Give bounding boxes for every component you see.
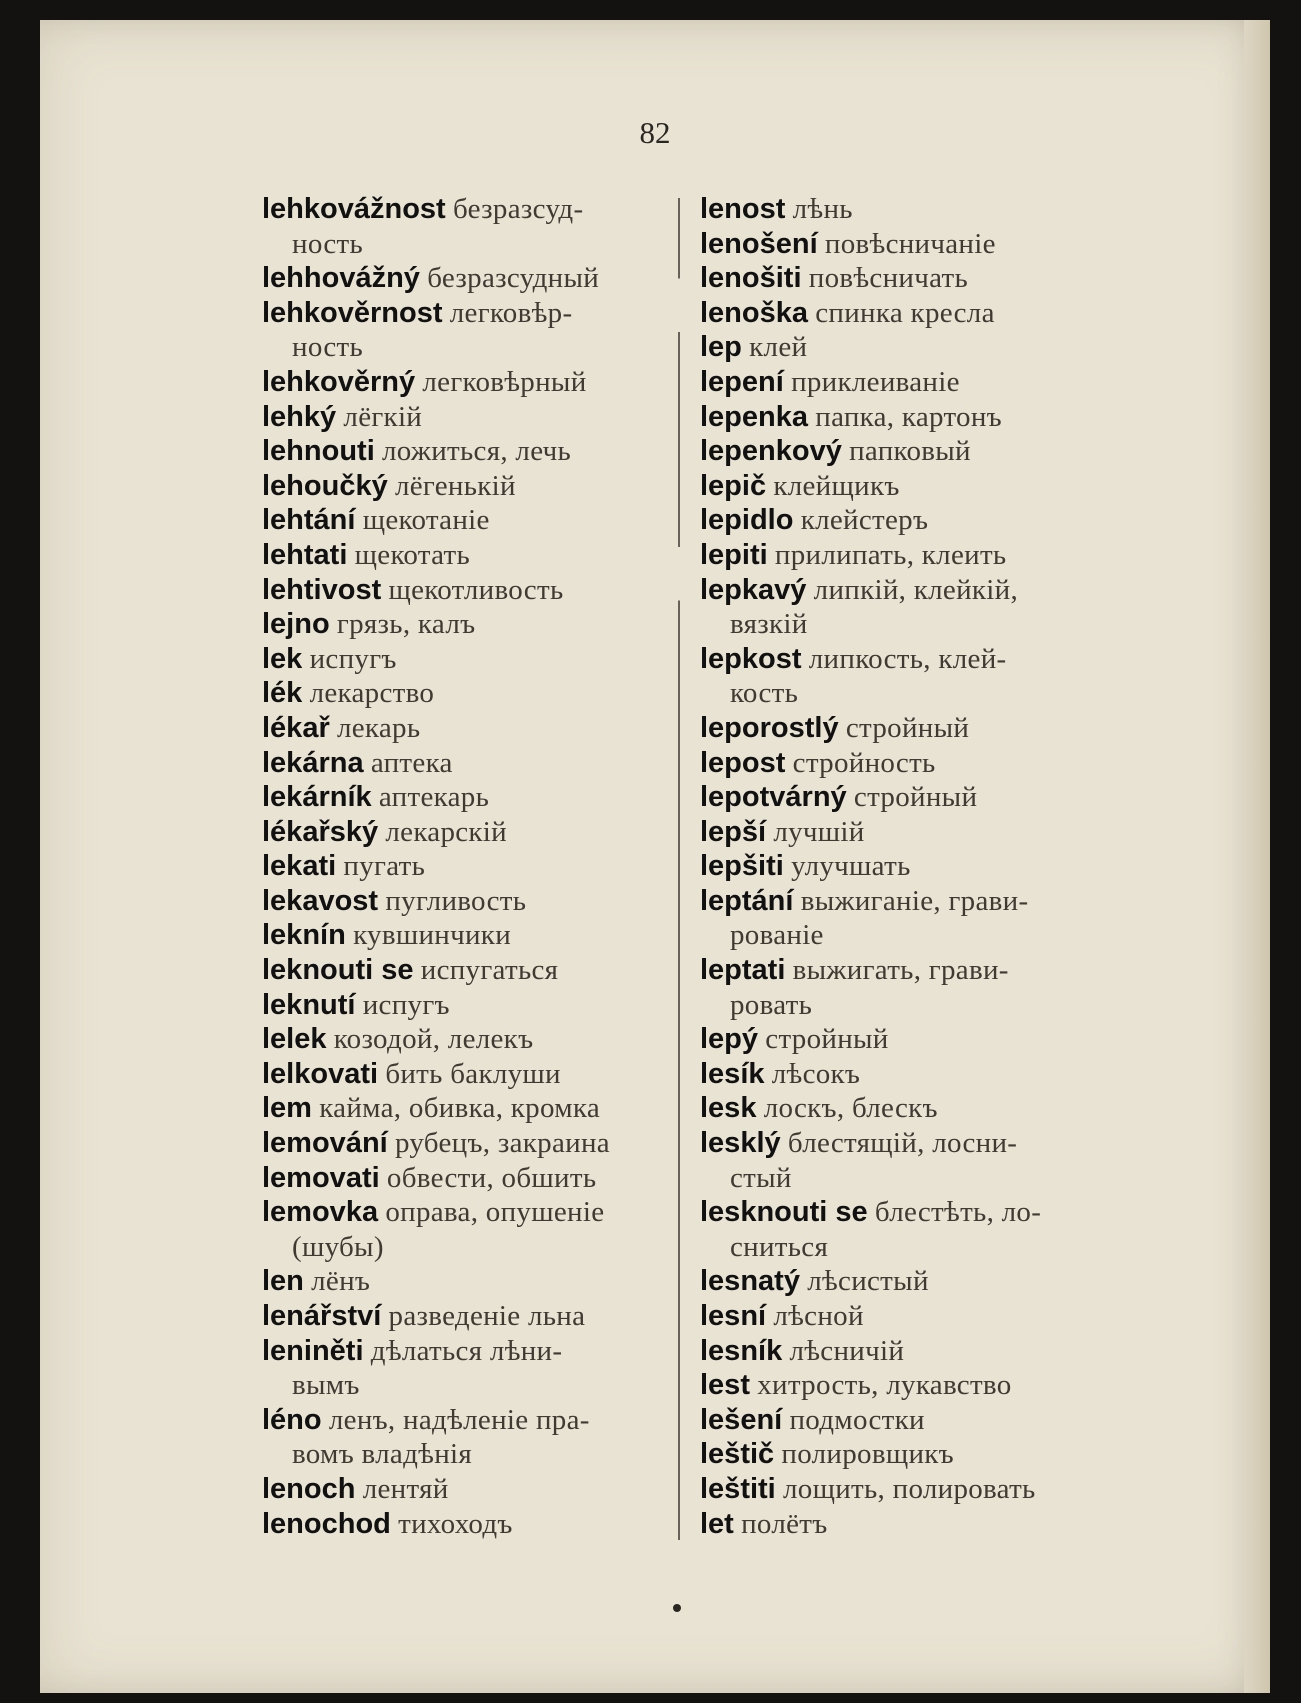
headword: lemování xyxy=(262,1127,388,1160)
translation: лѣсной xyxy=(773,1300,864,1332)
translation-continuation: ность xyxy=(292,331,364,364)
translation: дѣлаться лѣни- xyxy=(370,1334,563,1367)
dictionary-entry xyxy=(262,746,702,781)
dictionary-entry xyxy=(700,1472,1160,1507)
translation: папковый xyxy=(849,435,971,468)
headword: lenoch xyxy=(262,1472,356,1505)
dictionary-entry xyxy=(700,227,1160,262)
dictionary-entry xyxy=(262,1022,702,1057)
dictionary-entry xyxy=(700,746,1160,781)
dictionary-entry xyxy=(700,1334,1160,1369)
translation: безразсуд- xyxy=(452,193,584,225)
translation: папка, картонъ xyxy=(815,400,1002,433)
headword: leštiti xyxy=(700,1472,776,1505)
dictionary-entry xyxy=(262,400,702,435)
dictionary-entry xyxy=(262,1126,702,1161)
dictionary-entry xyxy=(262,1299,702,1334)
headword: lesník xyxy=(700,1334,783,1367)
headword: lelek xyxy=(262,1023,327,1056)
translation: спинка кресла xyxy=(815,296,995,329)
headword: lék xyxy=(262,677,303,710)
dictionary-entry xyxy=(262,815,702,850)
translation: легковѣр- xyxy=(449,296,573,329)
dictionary-entry xyxy=(700,780,1160,815)
headword: lepšiti xyxy=(700,850,784,883)
dictionary-entry xyxy=(700,192,1160,227)
headword: leknutí xyxy=(262,988,356,1021)
headword: lepkost xyxy=(700,642,802,675)
dictionary-entry xyxy=(700,1022,1160,1057)
translation: стройный xyxy=(853,781,978,814)
translation-continuation: стый xyxy=(730,1161,792,1194)
dictionary-entry xyxy=(700,711,1160,746)
dictionary-entry xyxy=(700,469,1160,504)
dictionary-entry xyxy=(262,538,702,573)
translation-continuation: вомъ владѣнія xyxy=(292,1438,473,1471)
headword: lehtání xyxy=(262,504,356,537)
headword: lékařský xyxy=(262,815,379,848)
headword: lehnouti xyxy=(262,435,375,468)
dictionary-entry xyxy=(700,503,1160,538)
translation: повѣсничать xyxy=(808,262,969,295)
dictionary-entry xyxy=(700,815,1160,850)
translation: обвести, обшить xyxy=(386,1161,597,1194)
dictionary-entry xyxy=(700,1195,1160,1264)
translation: испугъ xyxy=(362,988,450,1021)
headword: lenářství xyxy=(262,1300,382,1332)
dictionary-entry xyxy=(700,1091,1160,1126)
headword: léno xyxy=(262,1403,322,1436)
translation: ленъ, надѣленіе пра- xyxy=(328,1403,590,1436)
right-column xyxy=(700,192,1160,1541)
dictionary-entry xyxy=(262,1091,702,1126)
headword: lelkovati xyxy=(262,1057,379,1090)
translation: выжигать, грави- xyxy=(792,954,1009,987)
column-divider xyxy=(678,198,680,1540)
headword: lenošiti xyxy=(700,262,802,295)
headword: lepení xyxy=(700,365,784,398)
headword: lemovati xyxy=(262,1161,380,1194)
dictionary-entry xyxy=(262,261,702,296)
dictionary-entry xyxy=(700,1126,1160,1195)
dictionary-entry xyxy=(700,953,1160,1022)
headword: lehtivost xyxy=(262,573,382,606)
translation: лѣсистый xyxy=(807,1265,929,1298)
translation-continuation: (шубы) xyxy=(292,1230,384,1263)
dictionary-entry xyxy=(700,642,1160,711)
translation: повѣсничаніе xyxy=(824,227,996,260)
translation: грязь, калъ xyxy=(336,608,476,641)
headword: lepiti xyxy=(700,538,768,571)
dictionary-entry xyxy=(262,296,702,365)
translation: лѣсничій xyxy=(789,1334,905,1367)
translation: пугливость xyxy=(385,884,527,917)
dictionary-entry xyxy=(700,1299,1160,1334)
headword: lejno xyxy=(262,608,330,641)
dictionary-page xyxy=(40,20,1270,1693)
dictionary-entry xyxy=(262,1507,702,1542)
dictionary-entry xyxy=(262,1161,702,1196)
headword: lehkovážnost xyxy=(262,193,446,225)
translation-continuation: сниться xyxy=(730,1230,829,1263)
translation: лентяй xyxy=(362,1472,449,1505)
dictionary-entry xyxy=(262,849,702,884)
headword: lepič xyxy=(700,469,767,502)
headword: leptání xyxy=(700,884,794,917)
dictionary-entry xyxy=(700,849,1160,884)
headword: lehtati xyxy=(262,538,348,571)
translation: щекотаніе xyxy=(362,504,490,537)
dictionary-entry xyxy=(700,434,1160,469)
translation: хитрость, лукавство xyxy=(757,1369,1012,1402)
headword: lemovka xyxy=(262,1196,379,1229)
translation: лёгенькій xyxy=(394,469,516,502)
dictionary-entry xyxy=(700,538,1160,573)
headword: lehoučký xyxy=(262,469,388,502)
translation-continuation: ровать xyxy=(730,988,813,1021)
translation: аптекарь xyxy=(378,781,490,814)
headword: lesk xyxy=(700,1092,757,1125)
headword: lešení xyxy=(700,1403,783,1436)
translation: лекарство xyxy=(309,677,435,710)
translation: лощить, полировать xyxy=(783,1472,1036,1505)
page-edge-shadow xyxy=(1244,20,1270,1693)
translation: безразсудный xyxy=(427,262,600,295)
translation-continuation: кость xyxy=(730,677,799,710)
translation: стройный xyxy=(765,1023,889,1056)
headword: lepost xyxy=(700,746,786,779)
headword: leptati xyxy=(700,954,786,987)
headword: lepý xyxy=(700,1023,759,1056)
dictionary-entry xyxy=(262,780,702,815)
headword: leniněti xyxy=(262,1334,364,1367)
translation: приклеиваніе xyxy=(791,365,960,398)
page-number: 82 xyxy=(639,115,671,150)
translation: клей xyxy=(749,331,808,364)
translation-continuation: рованіе xyxy=(730,919,824,952)
headword: lest xyxy=(700,1369,750,1402)
translation: испугаться xyxy=(420,954,559,987)
translation: блестѣть, ло- xyxy=(874,1196,1042,1229)
translation: пугать xyxy=(343,850,426,883)
dictionary-entry xyxy=(700,1368,1160,1403)
translation: полировщикъ xyxy=(781,1438,954,1471)
headword: lepenkový xyxy=(700,435,842,468)
headword: lenochod xyxy=(262,1507,391,1540)
dictionary-entry xyxy=(262,573,702,608)
headword: leknín xyxy=(262,919,346,952)
translation: щекотливость xyxy=(388,573,564,606)
headword: lek xyxy=(262,642,303,675)
dictionary-entry xyxy=(262,953,702,988)
headword: lekárna xyxy=(262,746,364,779)
headword: leporostlý xyxy=(700,711,839,744)
translation: блестящій, лосни- xyxy=(787,1127,1018,1160)
translation: оправа, опушеніе xyxy=(385,1196,605,1229)
translation: липкость, клей- xyxy=(808,642,1007,675)
translation: лучшій xyxy=(773,815,865,848)
translation: подмостки xyxy=(789,1403,925,1436)
headword: lehhovážný xyxy=(262,262,420,295)
translation: лекарскій xyxy=(385,815,507,848)
translation: аптека xyxy=(370,746,453,779)
ink-mark xyxy=(673,1604,681,1612)
translation: липкій, клейкій, xyxy=(813,573,1019,606)
translation: кайма, обивка, кромка xyxy=(319,1092,601,1125)
headword: let xyxy=(700,1507,734,1540)
translation: клейстеръ xyxy=(800,504,929,537)
dictionary-entry xyxy=(700,1264,1160,1299)
dictionary-entry xyxy=(700,400,1160,435)
headword: lenost xyxy=(700,193,786,225)
dictionary-entry xyxy=(262,918,702,953)
headword: lekárník xyxy=(262,781,372,814)
headword: lem xyxy=(262,1092,312,1125)
headword: lesík xyxy=(700,1057,765,1090)
headword: lekavost xyxy=(262,884,379,917)
dictionary-entry xyxy=(700,1403,1160,1438)
headword: lesklý xyxy=(700,1127,781,1160)
translation: бить баклуши xyxy=(385,1057,561,1090)
translation: клейщикъ xyxy=(773,469,900,502)
dictionary-entry xyxy=(262,1472,702,1507)
headword: lenoška xyxy=(700,296,808,329)
dictionary-entry xyxy=(262,503,702,538)
headword: lepidlo xyxy=(700,504,794,537)
translation: выжиганіе, грави- xyxy=(800,884,1029,917)
translation: стройный xyxy=(845,711,970,744)
dictionary-entry xyxy=(262,1334,702,1403)
translation: разведеніе льна xyxy=(388,1300,586,1332)
translation: испугъ xyxy=(309,642,397,675)
translation-continuation: вымъ xyxy=(292,1369,360,1402)
headword: lekati xyxy=(262,850,337,883)
translation: лѣсокъ xyxy=(771,1057,861,1090)
translation: лѣнь xyxy=(792,193,853,225)
headword: leknouti se xyxy=(262,954,414,987)
headword: len xyxy=(262,1265,304,1298)
dictionary-entry xyxy=(262,884,702,919)
dictionary-entry xyxy=(262,642,702,677)
left-column xyxy=(262,192,702,1541)
dictionary-entry xyxy=(700,884,1160,953)
translation-continuation: ность xyxy=(292,227,364,260)
dictionary-entry xyxy=(262,365,702,400)
headword: lehký xyxy=(262,400,337,433)
dictionary-entry xyxy=(700,261,1160,296)
translation: рубецъ, закраина xyxy=(394,1127,610,1160)
translation-continuation: вязкій xyxy=(730,608,808,641)
headword: lesknouti se xyxy=(700,1196,868,1229)
translation: тихоходъ xyxy=(398,1507,513,1540)
translation: улучшать xyxy=(791,850,911,883)
headword: leštič xyxy=(700,1438,775,1471)
dictionary-entry xyxy=(262,1403,702,1472)
dictionary-entry xyxy=(262,711,702,746)
translation: козодой, лелекъ xyxy=(333,1023,534,1056)
translation: стройность xyxy=(792,746,936,779)
translation: кувшинчики xyxy=(353,919,512,952)
headword: lepkavý xyxy=(700,573,807,606)
translation: щекотать xyxy=(354,538,471,571)
dictionary-entry xyxy=(700,1437,1160,1472)
dictionary-entry xyxy=(262,988,702,1023)
headword: lepenka xyxy=(700,400,808,433)
translation: прилипать, клеить xyxy=(774,538,1007,571)
headword: lehkověrný xyxy=(262,365,416,398)
headword: lehkověrnost xyxy=(262,296,443,329)
headword: lékař xyxy=(262,711,330,744)
dictionary-entry xyxy=(262,1264,702,1299)
dictionary-entry xyxy=(700,573,1160,642)
translation: ложиться, лечь xyxy=(382,435,572,468)
headword: lesnatý xyxy=(700,1265,800,1298)
dictionary-entry xyxy=(262,1057,702,1092)
dictionary-entry xyxy=(262,1195,702,1264)
dictionary-entry xyxy=(262,676,702,711)
dictionary-entry xyxy=(262,607,702,642)
dictionary-entry xyxy=(262,434,702,469)
dictionary-entry xyxy=(700,365,1160,400)
translation: полётъ xyxy=(741,1507,828,1540)
headword: lesní xyxy=(700,1300,767,1332)
translation: лёнъ xyxy=(311,1265,371,1298)
headword: lepší xyxy=(700,815,767,848)
dictionary-entry xyxy=(262,469,702,504)
headword: lepotvárný xyxy=(700,781,847,814)
dictionary-entry xyxy=(700,330,1160,365)
dictionary-entry xyxy=(700,296,1160,331)
translation: лекарь xyxy=(336,711,421,744)
translation: лёгкій xyxy=(343,400,423,433)
headword: lenošení xyxy=(700,227,818,260)
translation: легковѣрный xyxy=(422,365,587,398)
dictionary-entry xyxy=(700,1057,1160,1092)
headword: lep xyxy=(700,331,742,364)
dictionary-entry xyxy=(700,1507,1160,1542)
dictionary-entry xyxy=(262,192,702,261)
translation: лоскъ, блескъ xyxy=(763,1092,938,1125)
